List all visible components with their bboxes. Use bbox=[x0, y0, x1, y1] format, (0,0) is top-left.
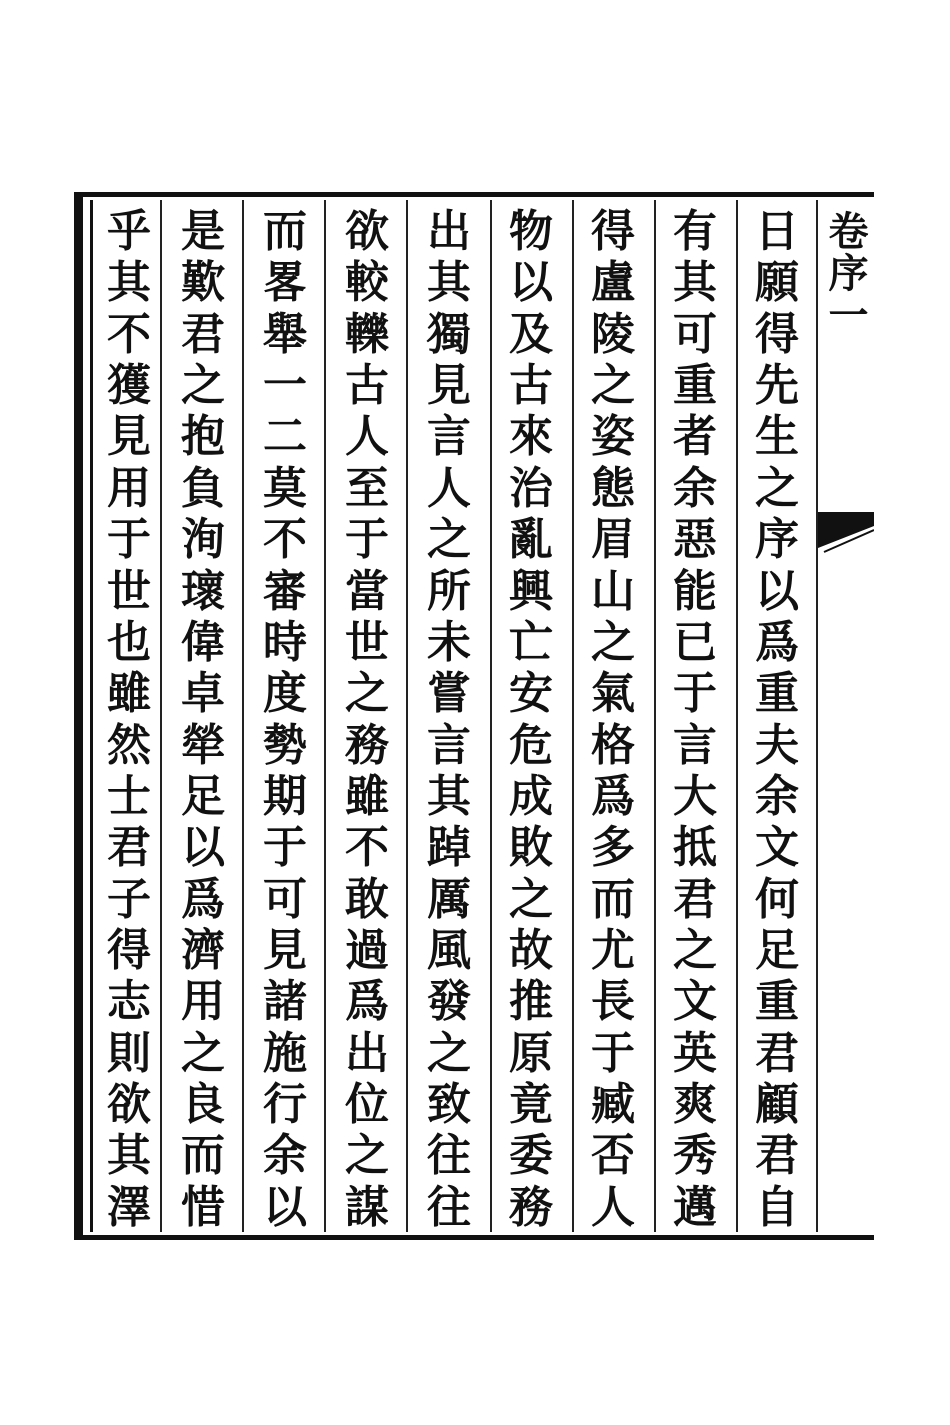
column-divider bbox=[242, 200, 244, 1232]
glyph: 致 bbox=[427, 1079, 471, 1131]
glyph: 推 bbox=[509, 976, 553, 1028]
glyph: 見 bbox=[107, 411, 151, 463]
glyph: 得 bbox=[107, 925, 151, 977]
text-column bbox=[332, 206, 402, 1233]
glyph: 君 bbox=[107, 822, 151, 874]
glyph: 已 bbox=[673, 616, 717, 668]
glyph: 陵 bbox=[591, 308, 635, 360]
glyph: 二 bbox=[263, 411, 307, 463]
glyph: 于 bbox=[263, 822, 307, 874]
glyph: 委 bbox=[509, 1130, 553, 1182]
glyph: 顧 bbox=[755, 1079, 799, 1131]
glyph: 發 bbox=[427, 976, 471, 1028]
glyph: 以 bbox=[263, 1181, 307, 1233]
glyph: 之 bbox=[509, 873, 553, 925]
glyph: 子 bbox=[107, 873, 151, 925]
glyph: 之 bbox=[345, 668, 389, 720]
glyph: 姿 bbox=[591, 411, 635, 463]
glyph: 邁 bbox=[673, 1181, 717, 1233]
glyph: 以 bbox=[509, 257, 553, 309]
glyph: 故 bbox=[509, 925, 553, 977]
glyph: 莫 bbox=[263, 462, 307, 514]
text-column bbox=[414, 206, 484, 1233]
glyph: 自 bbox=[755, 1181, 799, 1233]
glyph: 之 bbox=[591, 616, 635, 668]
glyph: 足 bbox=[181, 770, 225, 822]
glyph: 敗 bbox=[509, 822, 553, 874]
glyph: 獲 bbox=[107, 360, 151, 412]
glyph: 瓌 bbox=[181, 565, 225, 617]
glyph: 以 bbox=[755, 565, 799, 617]
glyph: 先 bbox=[755, 360, 799, 412]
glyph: 不 bbox=[345, 822, 389, 874]
glyph: 于 bbox=[107, 514, 151, 566]
glyph: 一 bbox=[263, 360, 307, 412]
glyph: 序 bbox=[755, 514, 799, 566]
glyph: 惡 bbox=[673, 514, 717, 566]
text-column bbox=[250, 206, 320, 1233]
glyph: 爽 bbox=[673, 1079, 717, 1131]
glyph: 能 bbox=[673, 565, 717, 617]
column-divider bbox=[490, 200, 492, 1232]
glyph: 亂 bbox=[509, 514, 553, 566]
glyph: 重 bbox=[673, 360, 717, 412]
glyph: 敢 bbox=[345, 873, 389, 925]
glyph: 世 bbox=[107, 565, 151, 617]
glyph: 否 bbox=[591, 1130, 635, 1182]
glyph: 當 bbox=[345, 565, 389, 617]
glyph: 古 bbox=[345, 360, 389, 412]
glyph: 氣 bbox=[591, 668, 635, 720]
glyph: 山 bbox=[591, 565, 635, 617]
glyph: 志 bbox=[107, 976, 151, 1028]
glyph: 長 bbox=[591, 976, 635, 1028]
glyph: 世 bbox=[345, 616, 389, 668]
glyph: 施 bbox=[263, 1027, 307, 1079]
glyph: 竟 bbox=[509, 1079, 553, 1131]
glyph: 生 bbox=[755, 411, 799, 463]
glyph: 君 bbox=[181, 308, 225, 360]
glyph: 厲 bbox=[427, 873, 471, 925]
glyph: 臧 bbox=[591, 1079, 635, 1131]
glyph: 之 bbox=[755, 462, 799, 514]
glyph: 安 bbox=[509, 668, 553, 720]
glyph: 較 bbox=[345, 257, 389, 309]
glyph: 于 bbox=[345, 514, 389, 566]
glyph: 其 bbox=[107, 257, 151, 309]
glyph: 大 bbox=[673, 770, 717, 822]
glyph: 可 bbox=[263, 873, 307, 925]
margin-title: 卷序一 bbox=[822, 210, 869, 336]
text-column bbox=[94, 206, 164, 1233]
glyph: 舉 bbox=[263, 308, 307, 360]
glyph: 得 bbox=[755, 308, 799, 360]
glyph: 審 bbox=[263, 565, 307, 617]
glyph: 言 bbox=[673, 719, 717, 771]
glyph: 何 bbox=[755, 873, 799, 925]
inner-border-rule bbox=[90, 200, 93, 1232]
glyph: 爲 bbox=[755, 616, 799, 668]
glyph: 也 bbox=[107, 616, 151, 668]
glyph: 之 bbox=[427, 514, 471, 566]
glyph: 踔 bbox=[427, 822, 471, 874]
glyph: 言 bbox=[427, 719, 471, 771]
text-column bbox=[578, 206, 648, 1233]
glyph: 興 bbox=[509, 565, 553, 617]
glyph: 文 bbox=[673, 976, 717, 1028]
glyph: 抱 bbox=[181, 411, 225, 463]
glyph: 不 bbox=[263, 514, 307, 566]
glyph: 轢 bbox=[345, 308, 389, 360]
glyph: 態 bbox=[591, 462, 635, 514]
glyph: 人 bbox=[591, 1181, 635, 1233]
glyph: 往 bbox=[427, 1181, 471, 1233]
glyph: 勢 bbox=[263, 719, 307, 771]
glyph: 之 bbox=[427, 1027, 471, 1079]
glyph: 士 bbox=[107, 770, 151, 822]
column-divider bbox=[736, 200, 738, 1232]
glyph: 見 bbox=[263, 925, 307, 977]
glyph: 于 bbox=[591, 1027, 635, 1079]
glyph: 君 bbox=[755, 1027, 799, 1079]
glyph: 畧 bbox=[263, 257, 307, 309]
glyph: 危 bbox=[509, 719, 553, 771]
margin-column bbox=[818, 210, 874, 1230]
glyph: 之 bbox=[673, 925, 717, 977]
glyph: 君 bbox=[755, 1130, 799, 1182]
glyph: 盧 bbox=[591, 257, 635, 309]
glyph: 洵 bbox=[181, 514, 225, 566]
glyph: 獨 bbox=[427, 308, 471, 360]
glyph: 足 bbox=[755, 925, 799, 977]
glyph: 亡 bbox=[509, 616, 553, 668]
glyph: 用 bbox=[107, 462, 151, 514]
glyph: 之 bbox=[181, 360, 225, 412]
glyph: 可 bbox=[673, 308, 717, 360]
glyph: 爲 bbox=[181, 873, 225, 925]
fish-tail-mark bbox=[818, 512, 874, 572]
glyph: 歎 bbox=[181, 257, 225, 309]
text-column bbox=[496, 206, 566, 1233]
glyph: 重 bbox=[755, 668, 799, 720]
glyph: 務 bbox=[509, 1181, 553, 1233]
glyph: 是 bbox=[181, 206, 225, 257]
column-divider bbox=[816, 200, 818, 1232]
glyph: 行 bbox=[263, 1079, 307, 1131]
column-divider bbox=[572, 200, 574, 1232]
glyph: 風 bbox=[427, 925, 471, 977]
glyph: 者 bbox=[673, 411, 717, 463]
glyph: 物 bbox=[509, 206, 553, 257]
glyph: 期 bbox=[263, 770, 307, 822]
glyph: 來 bbox=[509, 411, 553, 463]
glyph: 文 bbox=[755, 822, 799, 874]
glyph: 成 bbox=[509, 770, 553, 822]
glyph: 余 bbox=[673, 462, 717, 514]
glyph: 嘗 bbox=[427, 668, 471, 720]
glyph: 出 bbox=[427, 206, 471, 257]
glyph: 務 bbox=[345, 719, 389, 771]
glyph: 出 bbox=[345, 1027, 389, 1079]
glyph: 雖 bbox=[345, 770, 389, 822]
glyph: 犖 bbox=[181, 719, 225, 771]
glyph: 往 bbox=[427, 1130, 471, 1182]
glyph: 人 bbox=[345, 411, 389, 463]
glyph: 有 bbox=[673, 206, 717, 257]
glyph: 卓 bbox=[181, 668, 225, 720]
glyph: 其 bbox=[427, 770, 471, 822]
glyph: 願 bbox=[755, 257, 799, 309]
glyph: 之 bbox=[181, 1027, 225, 1079]
glyph: 偉 bbox=[181, 616, 225, 668]
glyph: 未 bbox=[427, 616, 471, 668]
glyph: 于 bbox=[673, 668, 717, 720]
glyph: 則 bbox=[107, 1027, 151, 1079]
glyph: 人 bbox=[427, 462, 471, 514]
glyph: 秀 bbox=[673, 1130, 717, 1182]
glyph: 古 bbox=[509, 360, 553, 412]
glyph: 言 bbox=[427, 411, 471, 463]
column-divider bbox=[324, 200, 326, 1232]
column-divider bbox=[654, 200, 656, 1232]
glyph: 而 bbox=[181, 1130, 225, 1182]
glyph: 欲 bbox=[107, 1079, 151, 1131]
glyph: 其 bbox=[427, 257, 471, 309]
glyph: 爲 bbox=[591, 770, 635, 822]
glyph: 謀 bbox=[345, 1181, 389, 1233]
glyph: 濟 bbox=[181, 925, 225, 977]
glyph: 爲 bbox=[345, 976, 389, 1028]
glyph: 位 bbox=[345, 1079, 389, 1131]
glyph: 所 bbox=[427, 565, 471, 617]
glyph: 君 bbox=[673, 873, 717, 925]
glyph: 及 bbox=[509, 308, 553, 360]
glyph: 以 bbox=[181, 822, 225, 874]
glyph: 抵 bbox=[673, 822, 717, 874]
glyph: 之 bbox=[345, 1130, 389, 1182]
glyph: 其 bbox=[107, 1130, 151, 1182]
glyph: 治 bbox=[509, 462, 553, 514]
glyph: 余 bbox=[263, 1130, 307, 1182]
glyph: 澤 bbox=[107, 1181, 151, 1233]
glyph: 之 bbox=[591, 360, 635, 412]
glyph: 欲 bbox=[345, 206, 389, 257]
glyph: 原 bbox=[509, 1027, 553, 1079]
text-column bbox=[660, 206, 730, 1233]
glyph: 尤 bbox=[591, 925, 635, 977]
glyph: 負 bbox=[181, 462, 225, 514]
glyph: 諸 bbox=[263, 976, 307, 1028]
glyph: 夫 bbox=[755, 719, 799, 771]
glyph: 多 bbox=[591, 822, 635, 874]
glyph: 重 bbox=[755, 976, 799, 1028]
glyph: 余 bbox=[755, 770, 799, 822]
glyph: 格 bbox=[591, 719, 635, 771]
text-column bbox=[168, 206, 238, 1233]
glyph: 時 bbox=[263, 616, 307, 668]
column-divider bbox=[406, 200, 408, 1232]
glyph: 良 bbox=[181, 1079, 225, 1131]
glyph: 得 bbox=[591, 206, 635, 257]
glyph: 而 bbox=[591, 873, 635, 925]
glyph: 其 bbox=[673, 257, 717, 309]
glyph: 日 bbox=[755, 206, 799, 257]
glyph: 用 bbox=[181, 976, 225, 1028]
glyph: 然 bbox=[107, 719, 151, 771]
glyph: 不 bbox=[107, 308, 151, 360]
glyph: 惜 bbox=[181, 1181, 225, 1233]
glyph: 見 bbox=[427, 360, 471, 412]
glyph: 雖 bbox=[107, 668, 151, 720]
glyph: 英 bbox=[673, 1027, 717, 1079]
glyph: 過 bbox=[345, 925, 389, 977]
glyph: 而 bbox=[263, 206, 307, 257]
glyph: 至 bbox=[345, 462, 389, 514]
glyph: 乎 bbox=[107, 206, 151, 257]
text-column bbox=[742, 206, 812, 1233]
glyph: 度 bbox=[263, 668, 307, 720]
glyph: 眉 bbox=[591, 514, 635, 566]
